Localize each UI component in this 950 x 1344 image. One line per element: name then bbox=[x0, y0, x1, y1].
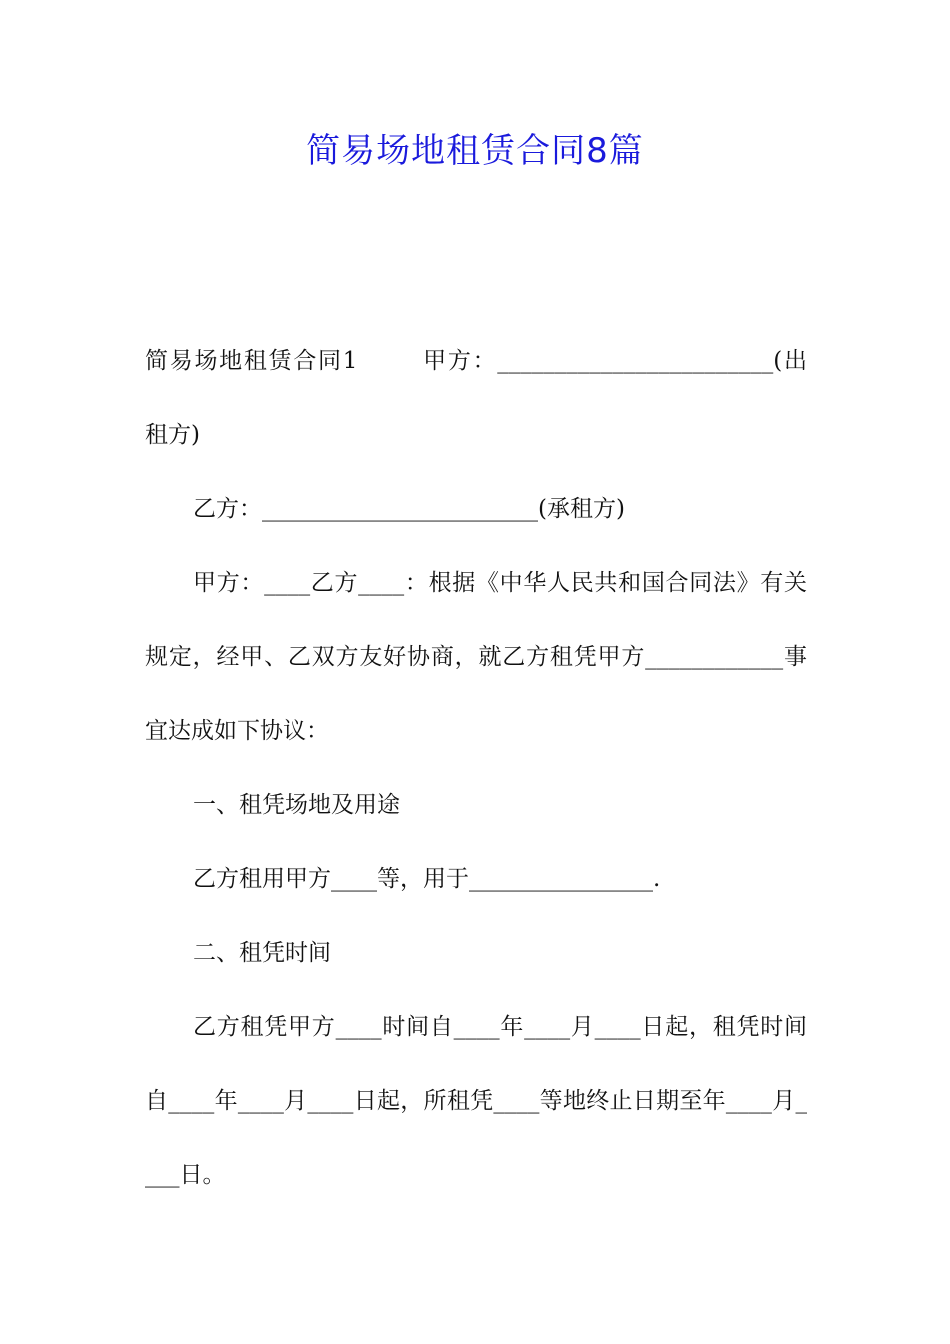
paragraph-party-b: 乙方：________________________(承租方) bbox=[193, 496, 625, 522]
paragraph-contract-heading bbox=[145, 324, 807, 472]
section-heading-term: 二、租凭时间 bbox=[193, 940, 331, 966]
paragraph-premises-use: 乙方租用甲方____等，用于________________. bbox=[193, 866, 661, 892]
document-body bbox=[145, 324, 807, 1212]
paragraph-agreement-intro: 甲方：____乙方____：根据《中华人民共和国合同法》有关规定，经甲、乙双方友好协商，就乙方租凭甲方____________事宜达成如下协议： bbox=[145, 570, 807, 744]
contract-number-label: 简易场地租赁合同1 bbox=[145, 348, 358, 374]
section-heading-premises: 一、租凭场地及用途 bbox=[193, 792, 400, 818]
party-a-line: 甲方：________________________(出租方) bbox=[145, 348, 807, 448]
document-title: 简易场地租赁合同8篇 bbox=[306, 131, 644, 171]
paragraph-lease-term: 乙方租凭甲方____时间自____年____月____日起，租凭时间自____年____月____日起，所租凭____等地终止日期至年____月____日。 bbox=[145, 1014, 807, 1188]
